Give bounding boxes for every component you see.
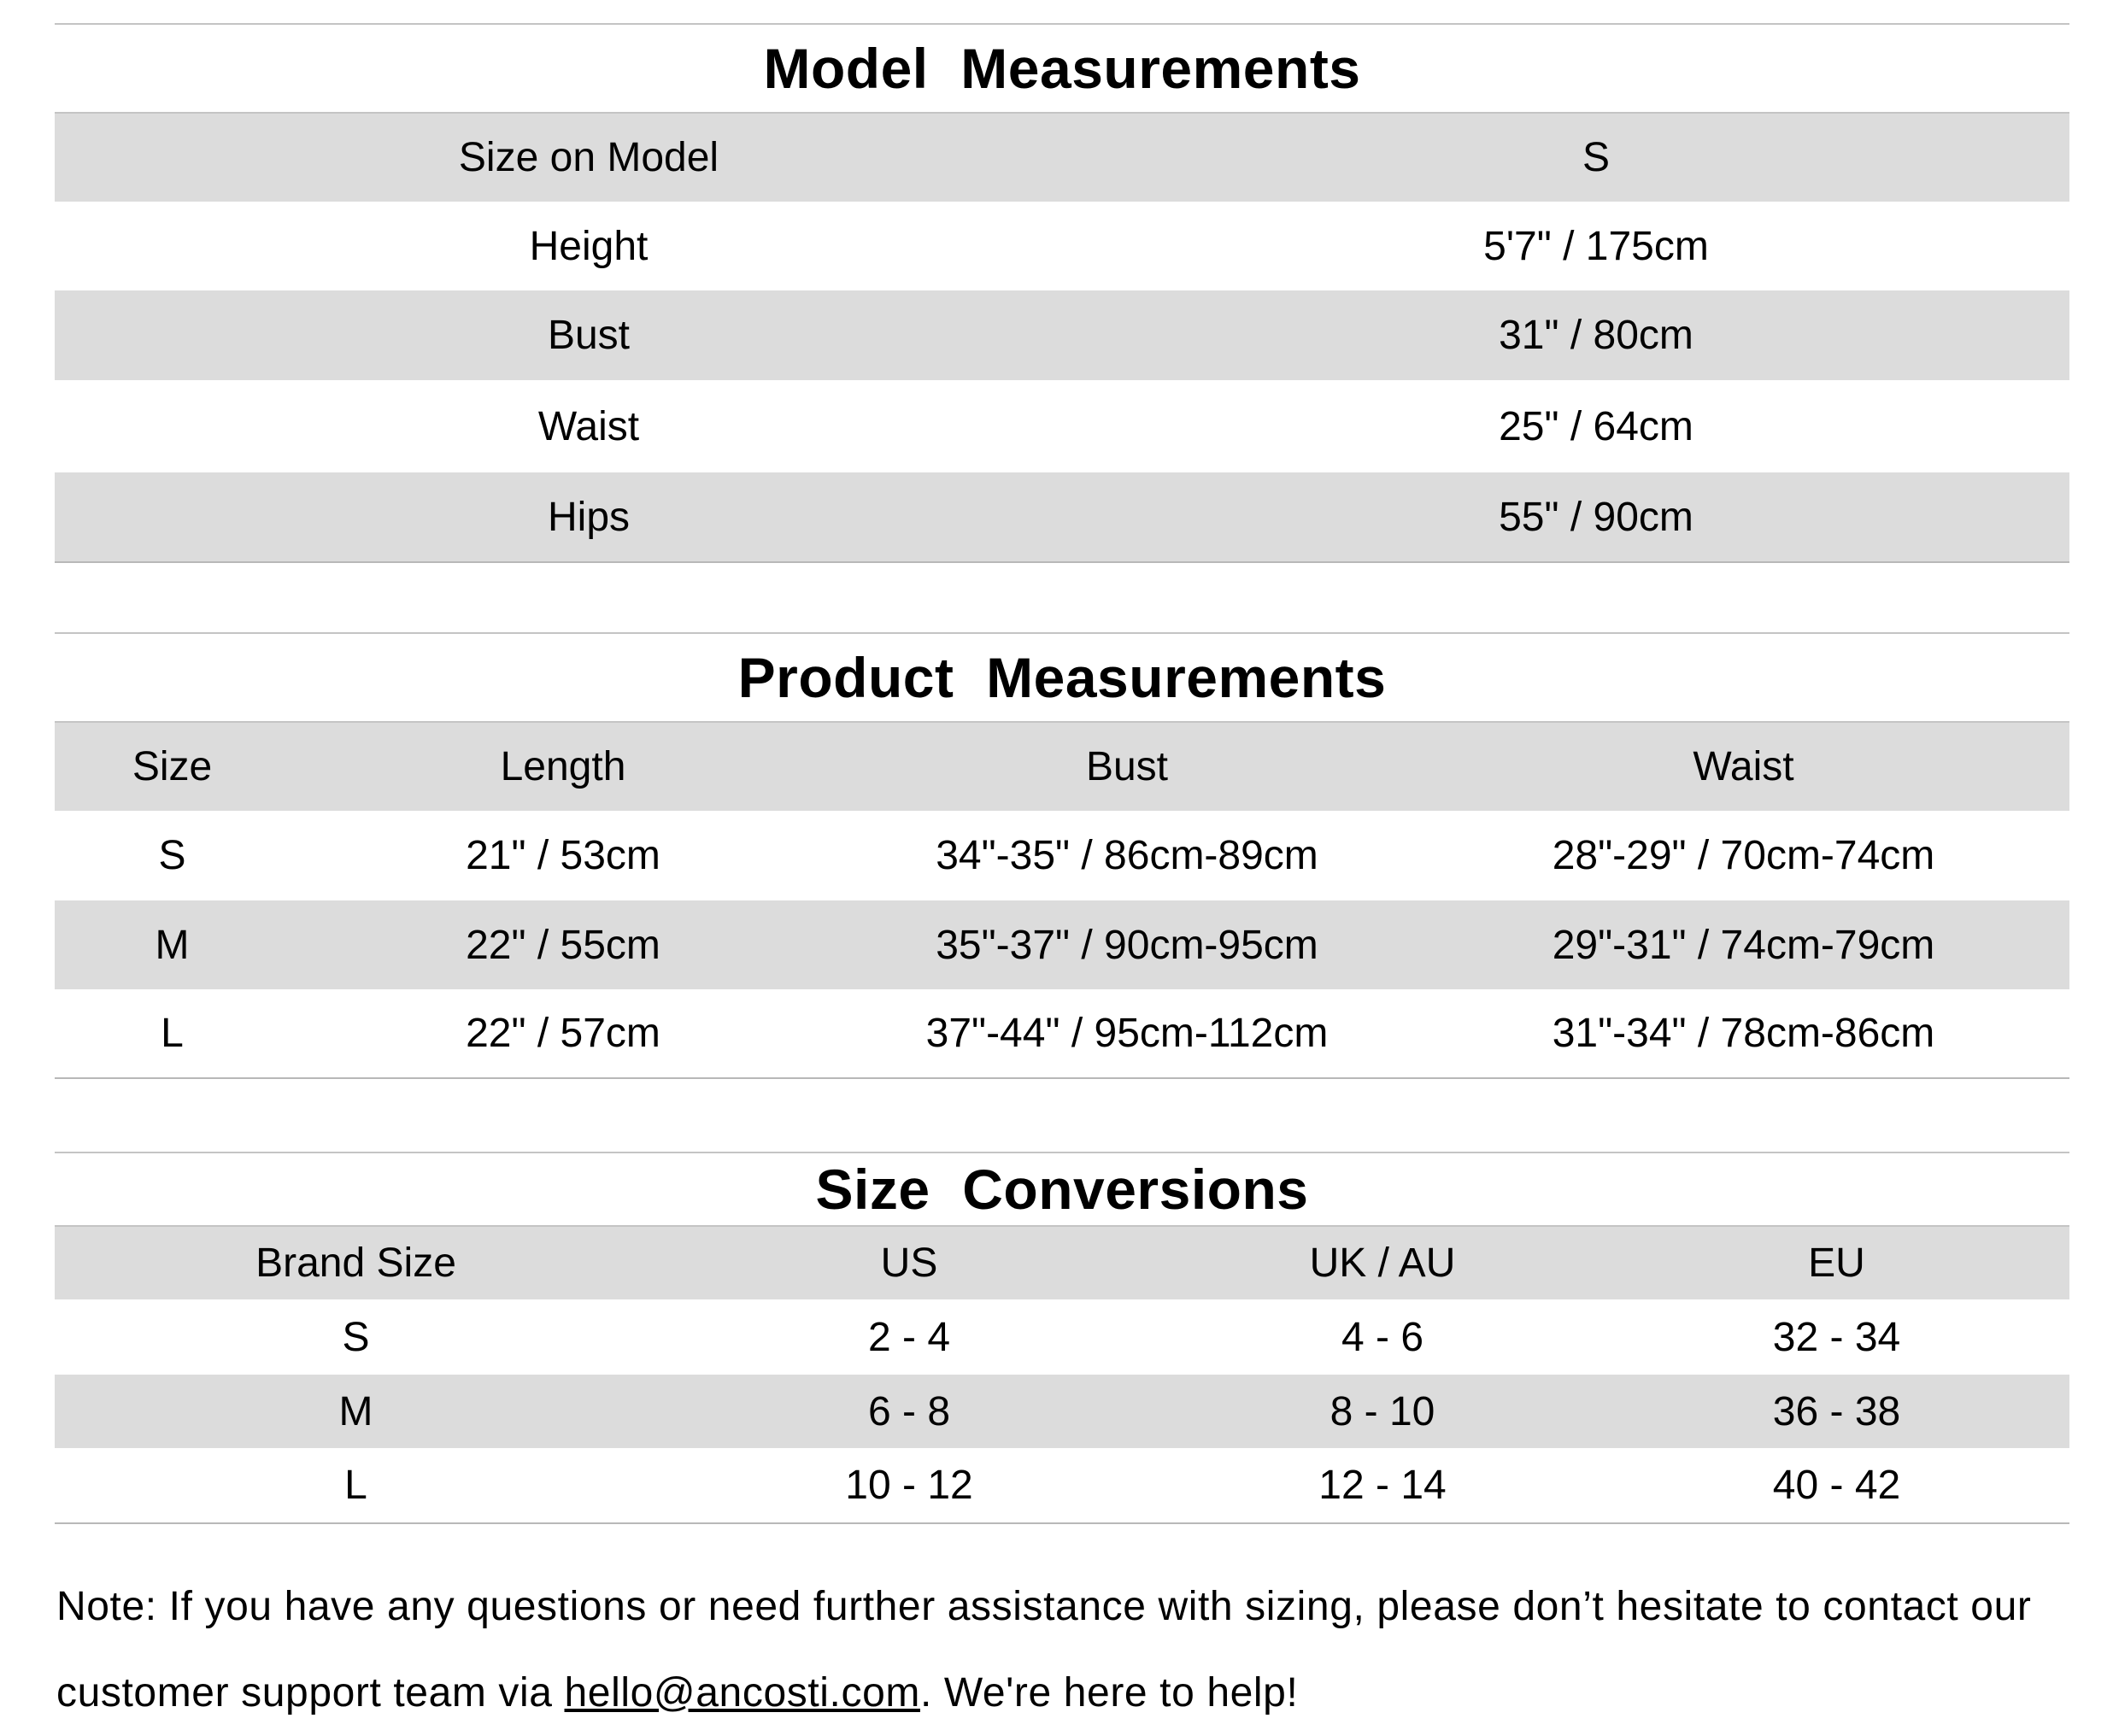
table-row	[55, 989, 2069, 1078]
table-cell: 35"-37" / 90cm-95cm	[836, 900, 1418, 989]
model-measurements-table	[55, 112, 2069, 563]
size-conversions-section	[55, 1152, 2069, 1524]
table-cell: 36 - 38	[1604, 1375, 2069, 1448]
table-cell: S	[158, 833, 186, 878]
table-cell: 37"-44" / 95cm-112cm	[836, 989, 1418, 1078]
table-cell: 34"-35" / 86cm-89cm	[936, 833, 1318, 878]
table-cell: M	[55, 1375, 657, 1448]
table-cell: 28"-29" / 70cm-74cm	[1552, 833, 1935, 878]
table-cell: 12 - 14	[1161, 1448, 1604, 1523]
table-cell: S	[342, 1314, 370, 1360]
support-note	[56, 1563, 2073, 1736]
table-cell: 25" / 64cm	[1499, 403, 1693, 449]
support-email-link[interactable]: hello@ancosti.com	[564, 1670, 920, 1715]
table-cell: 31" / 80cm	[1123, 290, 2069, 380]
table-cell: 55" / 90cm	[1123, 472, 2069, 562]
table-cell: L	[55, 989, 290, 1078]
product-measurements-title: Product Measurements	[55, 632, 2069, 721]
table-cell: Hips	[55, 472, 1123, 562]
table-row	[55, 202, 2069, 290]
table-cell: Size on Model	[55, 113, 1123, 202]
table-row	[55, 113, 2069, 202]
table-cell: 31"-34" / 78cm-86cm	[1418, 989, 2069, 1078]
table-row	[55, 1448, 2069, 1523]
model-measurements-section	[55, 23, 2069, 563]
table-cell: L	[55, 1448, 657, 1523]
column-header: Length	[290, 722, 836, 811]
table-cell: 29"-31" / 74cm-79cm	[1418, 900, 2069, 989]
table-cell: 6 - 8	[657, 1375, 1161, 1448]
table-row	[55, 472, 2069, 562]
column-header: Brand Size	[55, 1226, 657, 1299]
table-cell: M	[55, 900, 290, 989]
table-row	[55, 1299, 2069, 1375]
product-measurements-table	[55, 721, 2069, 1079]
table-cell: 8 - 10	[1161, 1375, 1604, 1448]
table-cell: 5'7" / 175cm	[1483, 223, 1709, 269]
table-row	[55, 811, 2069, 900]
table-cell: 32 - 34	[1772, 1314, 1901, 1360]
column-header: US	[657, 1226, 1161, 1299]
column-header: Bust	[836, 722, 1418, 811]
table-cell: 40 - 42	[1604, 1448, 2069, 1523]
table-row	[55, 900, 2069, 989]
note-text-end: . We're here to help!	[919, 1670, 1299, 1715]
model-measurements-title: Model Measurements	[55, 23, 2069, 112]
table-row	[55, 380, 2069, 472]
table-row	[55, 1375, 2069, 1448]
column-header: UK / AU	[1161, 1226, 1604, 1299]
table-cell: S	[1123, 113, 2069, 202]
column-header: Size	[55, 722, 290, 811]
table-cell: 2 - 4	[867, 1314, 951, 1360]
table-header-row	[55, 722, 2069, 811]
column-header: EU	[1604, 1226, 2069, 1299]
table-cell: 22" / 57cm	[290, 989, 836, 1078]
size-conversions-table	[55, 1225, 2069, 1524]
table-cell: 4 - 6	[1341, 1314, 1424, 1360]
size-conversions-title: Size Conversions	[55, 1152, 2069, 1225]
table-cell: 10 - 12	[657, 1448, 1161, 1523]
table-cell: Height	[529, 223, 649, 269]
table-cell: 21" / 53cm	[466, 833, 660, 878]
table-cell: 22" / 55cm	[290, 900, 836, 989]
column-header: Waist	[1418, 722, 2069, 811]
table-cell: Waist	[537, 403, 640, 449]
table-header-row	[55, 1226, 2069, 1299]
product-measurements-section	[55, 632, 2069, 1079]
table-cell: Bust	[55, 290, 1123, 380]
table-row	[55, 290, 2069, 380]
note-text: Note: If you have any questions or need further assistance with sizing, please don’t hesitate to contact our customer support team via	[56, 1584, 2032, 1715]
